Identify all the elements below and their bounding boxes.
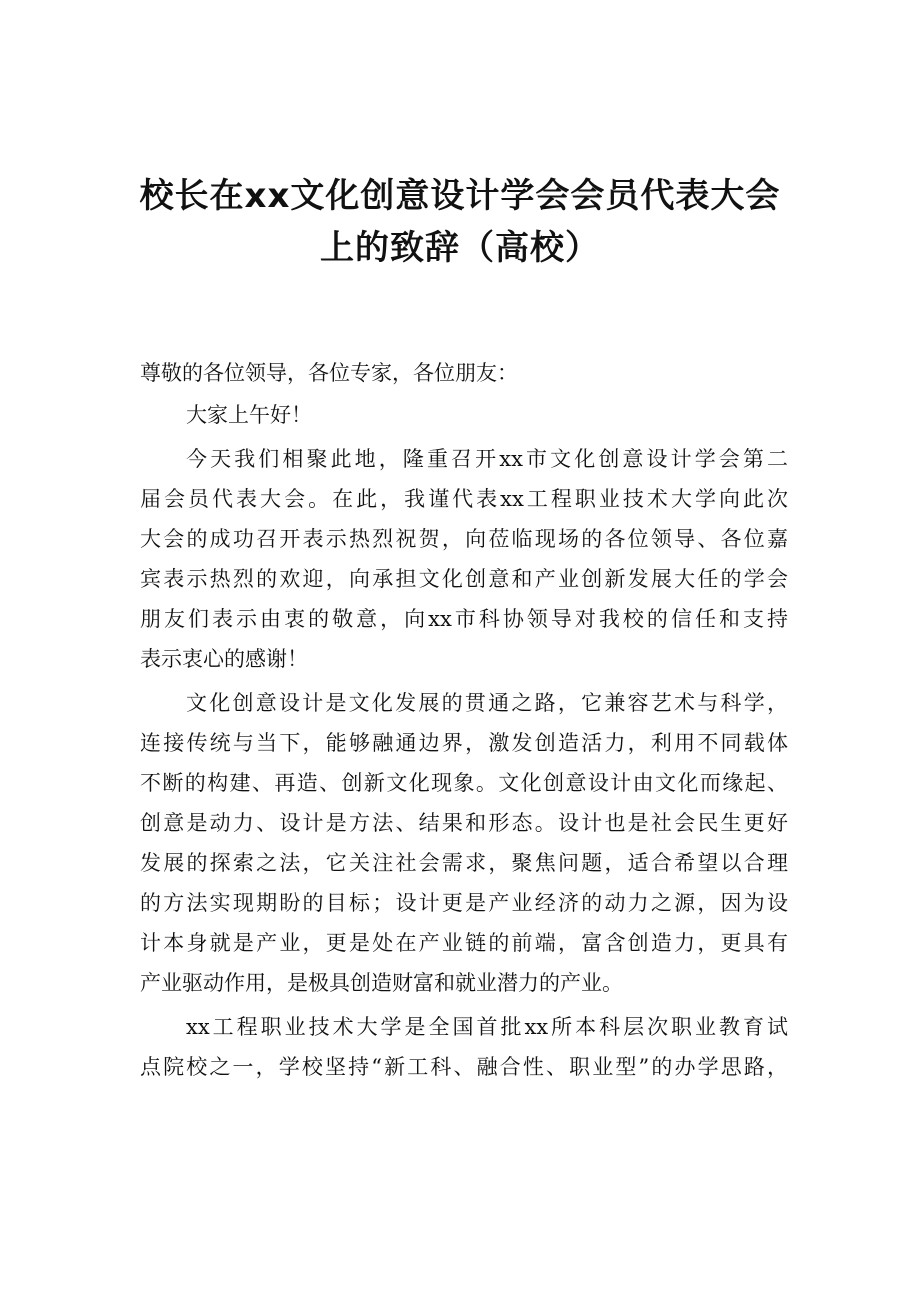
paragraph-2-line-8: 产业驱动作用，是极具创造财富和就业潜力的产业。 [140, 971, 623, 995]
paragraph-3-line-2: 点院校之一，学校坚持“新工科、融合性、职业型”的办学思路， [140, 1055, 788, 1079]
paragraph-2-line-3: 不断的构建、再造、创新文化现象。文化创意设计由文化而缘起、 [140, 771, 788, 795]
paragraph-2-line-6: 的方法实现期盼的目标；设计更是产业经济的动力之源，因为设 [140, 891, 788, 915]
paragraph-2-line-7: 计本身就是产业，更是处在产业链的前端，富含创造力，更具有 [140, 931, 788, 955]
document-title-line-1: 校长在xx文化创意设计学会会员代表大会 [139, 176, 781, 216]
paragraph-2-line-5: 发展的探索之法，它关注社会需求，聚焦问题，适合希望以合理 [140, 851, 788, 875]
paragraph-1-line-4: 宾表示热烈的欢迎，向承担文化创意和产业创新发展大任的学会 [140, 567, 788, 591]
paragraph-1-line-3: 大会的成功召开表示热烈祝贺，向莅临现场的各位领导、各位嘉 [140, 527, 788, 551]
paragraph-1-line-1: 今天我们相聚此地，隆重召开xx市文化创意设计学会第二 [186, 447, 788, 471]
greeting-line: 大家上午好！ [186, 403, 312, 427]
document-title-line-2: 上的致辞（高校） [320, 228, 600, 268]
paragraph-1-line-6: 表示衷心的感谢！ [140, 647, 308, 671]
paragraph-2-line-2: 连接传统与当下，能够融通边界，激发创造活力，利用不同载体 [140, 731, 788, 755]
paragraph-1-line-5: 朋友们表示由衷的敬意，向xx市科协领导对我校的信任和支持 [140, 607, 788, 631]
paragraph-2-line-1: 文化创意设计是文化发展的贯通之路，它兼容艺术与科学， [186, 691, 788, 715]
paragraph-3-line-1: xx工程职业技术大学是全国首批xx所本科层次职业教育试 [186, 1015, 788, 1039]
salutation-line: 尊敬的各位领导，各位专家，各位朋友： [140, 361, 518, 385]
paragraph-1-line-2: 届会员代表大会。在此，我谨代表xx工程职业技术大学向此次 [140, 487, 788, 511]
paragraph-2-line-4: 创意是动力、设计是方法、结果和形态。设计也是社会民生更好 [140, 811, 788, 835]
